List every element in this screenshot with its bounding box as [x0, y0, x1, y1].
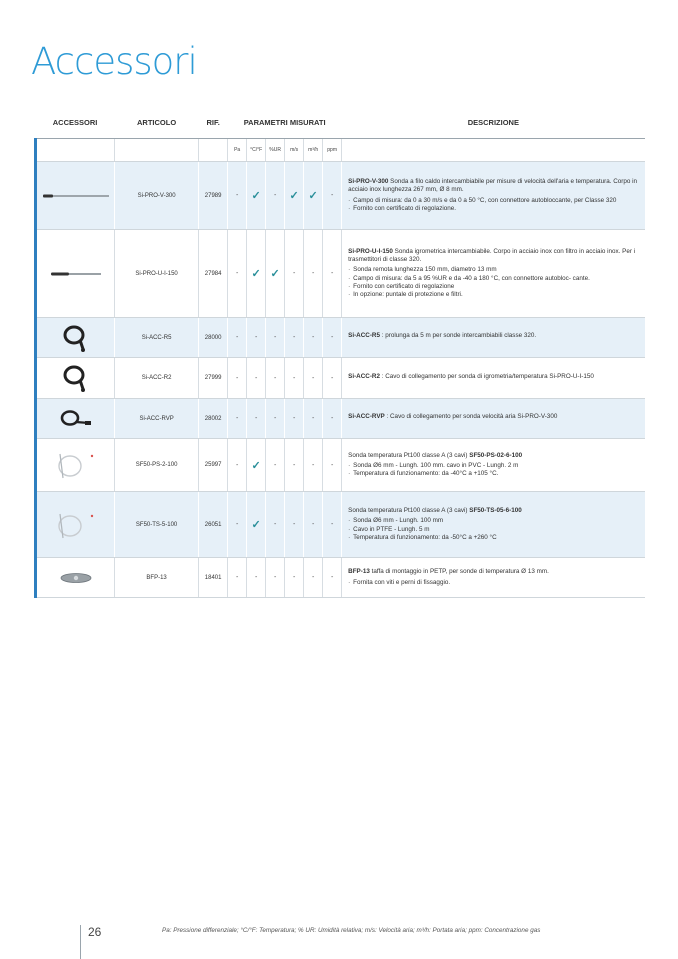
desc-bullets: [348, 517, 639, 542]
description-cell: [342, 162, 645, 230]
desc-text: taffa di montaggio in PETP, per sonde di temperatura Ø 13 mm.: [369, 568, 549, 576]
desc-text: Sonda igrometrica intercambiabile. Corpo in acciaio inox con filtro in acciaio inox. Per i trasmettitori di classe 320.: [348, 247, 636, 263]
desc-bullet: · Sonda remota lunghezza 150 mm, diametro 13 mm: [348, 266, 639, 274]
desc-code: Si-ACC-R2: [348, 372, 380, 380]
desc-bullet: · Cavo in PTFE - Lungh. 5 m: [348, 526, 639, 534]
param-empty: -: [323, 162, 342, 230]
desc-code: Si-ACC-R5: [348, 332, 380, 340]
param-empty: -: [266, 399, 285, 439]
product-image: [36, 399, 115, 439]
footnote: Pa: Pressione differenziale; °C/°F: Temperatura; % UR: Umidità relativa; m/s: Velocità aria; m³/h: Portata aria; ppm: Concentrazione gas: [162, 927, 541, 934]
desc-code: BFP-13: [348, 568, 370, 576]
thin-wire-probe-image: [37, 510, 114, 540]
articolo-cell: Si-ACC-R2: [115, 358, 199, 399]
page-title: Accessori: [31, 40, 197, 83]
rif-cell: 27999: [199, 358, 228, 399]
param-empty: -: [285, 318, 304, 358]
articolo-cell: Si-ACC-RVP: [115, 399, 199, 439]
check-icon: ✓: [247, 230, 266, 318]
desc-bullet: · Temperatura di funzionamento: da -50°C a +260 °C: [348, 534, 639, 542]
desc-bullet: · Sonda Ø6 mm - Lungh. 100 mm: [348, 517, 639, 525]
param-empty: -: [266, 439, 285, 492]
unit-ppm: ppm: [323, 139, 342, 162]
desc-intro: Sonda temperatura Pt100 classe A (3 cavi): [348, 506, 470, 514]
rif-cell: 27989: [199, 162, 228, 230]
param-empty: -: [304, 558, 323, 598]
rif-cell: 25997: [199, 439, 228, 492]
description-cell: [342, 492, 645, 558]
desc-intro: Sonda temperatura Pt100 classe A (3 cavi): [348, 451, 470, 459]
header-accessori: ACCESSORI: [36, 106, 115, 139]
check-icon: ✓: [304, 162, 323, 230]
articolo-cell: Si-PRO-V-300: [115, 162, 199, 230]
articolo-cell: Si-ACC-R5: [115, 318, 199, 358]
param-empty: -: [304, 439, 323, 492]
param-empty: -: [285, 492, 304, 558]
header-articolo: ARTICOLO: [115, 106, 199, 139]
cable-loop-image: [37, 408, 114, 430]
header-descrizione: DESCRIZIONE: [342, 106, 645, 139]
param-empty: -: [266, 358, 285, 399]
check-icon: ✓: [247, 492, 266, 558]
param-empty: -: [247, 358, 266, 399]
table-row: [36, 558, 646, 598]
rif-cell: 27984: [199, 230, 228, 318]
param-empty: -: [304, 230, 323, 318]
param-empty: -: [285, 358, 304, 399]
param-empty: -: [323, 230, 342, 318]
param-empty: -: [323, 492, 342, 558]
param-empty: -: [266, 318, 285, 358]
param-empty: -: [266, 162, 285, 230]
param-empty: -: [285, 558, 304, 598]
cable-coil-image: [37, 323, 114, 353]
param-empty: -: [228, 358, 247, 399]
unit-pa: Pa: [228, 139, 247, 162]
articolo-cell: SF50-PS-2-100: [115, 439, 199, 492]
desc-bullet: · Fornito con certificato di regolazione.: [348, 205, 639, 213]
header-parametri: PARAMETRI MISURATI: [228, 106, 342, 139]
param-empty: -: [228, 558, 247, 598]
param-empty: -: [228, 230, 247, 318]
param-empty: -: [304, 318, 323, 358]
param-empty: -: [228, 439, 247, 492]
param-empty: -: [247, 399, 266, 439]
param-empty: -: [247, 318, 266, 358]
probe-hygrometric-image: [37, 269, 114, 279]
check-icon: ✓: [247, 162, 266, 230]
desc-bullets: [348, 579, 639, 587]
description-cell: [342, 558, 645, 598]
header-rif: RIF.: [199, 106, 228, 139]
description-cell: [342, 358, 645, 399]
param-empty: -: [228, 399, 247, 439]
param-empty: -: [285, 399, 304, 439]
description-cell: [342, 230, 645, 318]
param-empty: -: [323, 399, 342, 439]
desc-bullet: · Campo di misura: da 5 a 95 %UR e da -40 a 180 °C, con connettore autobloc- cante.: [348, 275, 639, 283]
param-empty: -: [228, 162, 247, 230]
cable-coil-image: [37, 363, 114, 393]
unit-temperature: °C/°F: [247, 139, 266, 162]
param-empty: -: [323, 318, 342, 358]
product-image: [36, 230, 115, 318]
rif-cell: 28000: [199, 318, 228, 358]
rif-cell: 28002: [199, 399, 228, 439]
mounting-flange-image: [37, 572, 114, 584]
param-empty: -: [285, 439, 304, 492]
table-row: [36, 399, 646, 439]
description-cell: [342, 439, 645, 492]
param-empty: -: [247, 558, 266, 598]
param-empty: -: [228, 318, 247, 358]
page-number: 26: [88, 925, 102, 939]
desc-code: SF50-PS-02-6-100: [469, 451, 523, 459]
desc-bullets: [348, 197, 639, 214]
table-row: [36, 318, 646, 358]
desc-bullet: · Fornito con certificato di regolazione: [348, 283, 639, 291]
check-icon: ✓: [247, 439, 266, 492]
unit-flow: m³/h: [304, 139, 323, 162]
desc-text: Sonda a filo caldo intercambiabile per misure di velocità dell'aria e temperatura. Corpo in acciaio inox lunghezza 267 mm, Ø 8 mm.: [348, 177, 638, 194]
product-image: [36, 439, 115, 492]
param-empty: -: [228, 492, 247, 558]
desc-bullet: · Campo di misura: da 0 a 30 m/s e da 0 a 50 °C, con connettore autobloccante, per Classe 320: [348, 197, 639, 205]
table-row: [36, 162, 646, 230]
desc-text: : prolunga da 5 m per sonde intercambiabili classe 320.: [379, 332, 537, 340]
description-cell: [342, 318, 645, 358]
desc-bullet: · Temperatura di funzionamento: da -40°C a +105 °C.: [348, 470, 639, 478]
articolo-cell: SF50-TS-5-100: [115, 492, 199, 558]
table-row: [36, 439, 646, 492]
desc-text: : Cavo di collegamento per sonda di igrometria/temperatura Si-PRO-U-I-150: [379, 372, 594, 380]
rif-cell: 26051: [199, 492, 228, 558]
table-row: [36, 358, 646, 399]
desc-bullet: · In opzione: puntale di protezione e filtri.: [348, 291, 639, 299]
param-empty: -: [266, 558, 285, 598]
desc-bullets: [348, 266, 639, 299]
unit-humidity: %UR: [266, 139, 285, 162]
desc-bullet: · Fornita con viti e perni di fissaggio.: [348, 579, 639, 587]
desc-code: Si-PRO-U-I-150: [348, 247, 393, 255]
param-empty: -: [304, 358, 323, 399]
desc-code: Si-ACC-RVP: [348, 413, 385, 421]
desc-code: Si-PRO-V-300: [348, 177, 389, 185]
desc-code: SF50-TS-05-6-100: [469, 506, 522, 514]
table-row: [36, 492, 646, 558]
footer-divider: [80, 925, 81, 959]
param-empty: -: [323, 558, 342, 598]
check-icon: ✓: [285, 162, 304, 230]
desc-bullets: [348, 462, 639, 479]
product-image: [36, 358, 115, 399]
param-empty: -: [323, 358, 342, 399]
product-image: [36, 162, 115, 230]
product-image: [36, 558, 115, 598]
units-row: [36, 139, 646, 162]
param-empty: -: [323, 439, 342, 492]
rif-cell: 18401: [199, 558, 228, 598]
param-empty: -: [304, 492, 323, 558]
accessories-table: [34, 106, 645, 598]
check-icon: ✓: [266, 230, 285, 318]
product-image: [36, 318, 115, 358]
unit-velocity: m/s: [285, 139, 304, 162]
articolo-cell: Si-PRO-U-I-150: [115, 230, 199, 318]
param-empty: -: [266, 492, 285, 558]
product-image: [36, 492, 115, 558]
articolo-cell: BFP-13: [115, 558, 199, 598]
thin-wire-probe-image: [37, 450, 114, 480]
desc-text: : Cavo di collegamento per sonda velocità aria Si-PRO-V-300: [384, 413, 558, 421]
desc-bullet: · Sonda Ø6 mm - Lungh. 100 mm. cavo in PVC - Lungh. 2 m: [348, 462, 639, 470]
param-empty: -: [304, 399, 323, 439]
table-row: [36, 230, 646, 318]
param-empty: -: [285, 230, 304, 318]
description-cell: [342, 399, 645, 439]
probe-hot-wire-image: [37, 191, 114, 201]
